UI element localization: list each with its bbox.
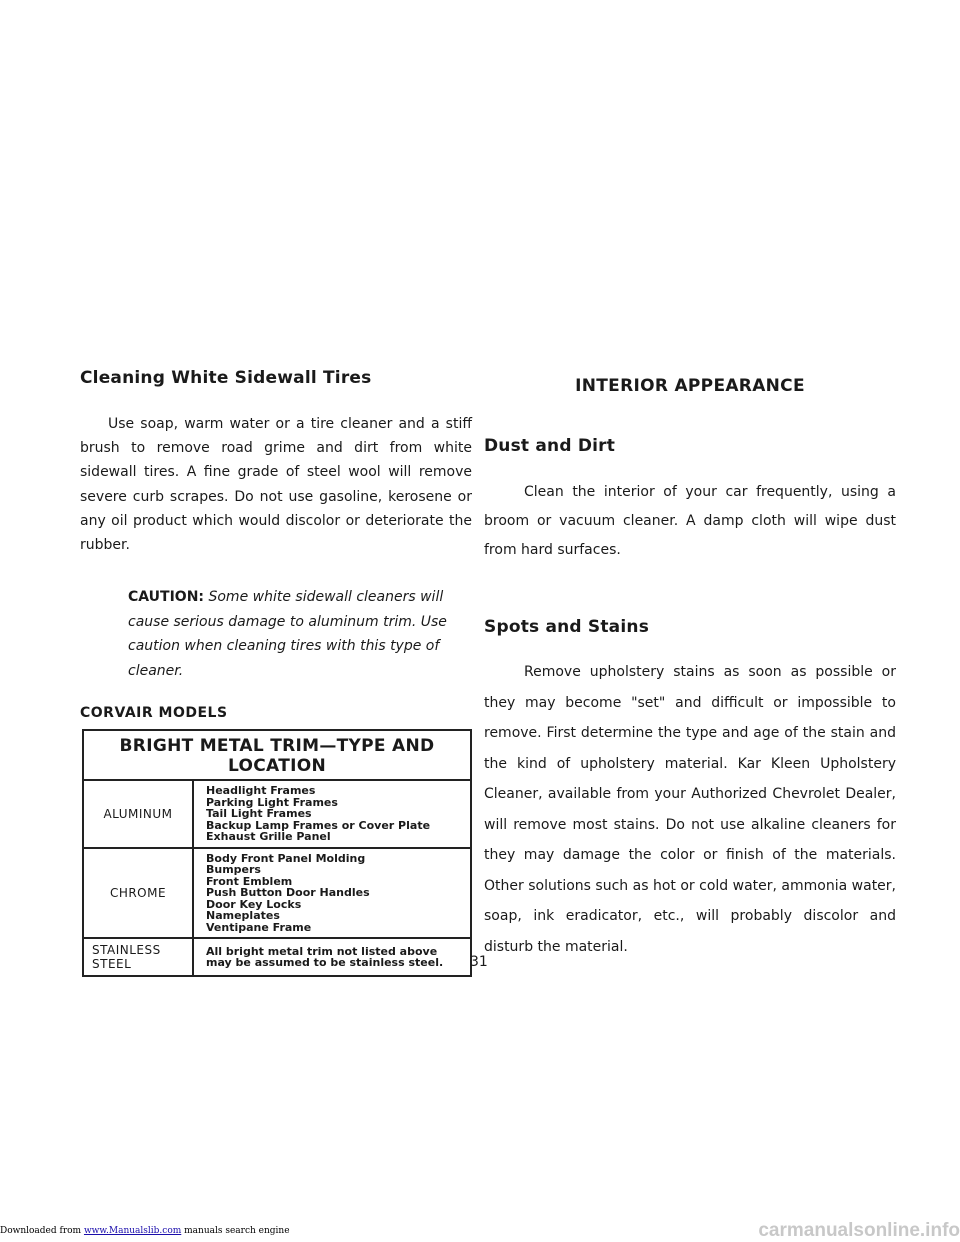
trim-location-item: Ventipane Frame	[206, 920, 312, 934]
trim-location-item: Nameplates	[206, 909, 280, 923]
trim-table-body	[83, 780, 471, 976]
watermark-text: carmanualsonline.info	[758, 1220, 960, 1241]
caution-label: CAUTION:	[128, 589, 205, 606]
trim-locations	[193, 780, 471, 848]
trim-row	[83, 938, 471, 976]
trim-location-item: Bumpers	[206, 863, 261, 877]
trim-location-item: Body Front Panel Molding	[206, 851, 366, 865]
models-label: CORVAIR MODELS	[80, 705, 228, 722]
left-column	[80, 368, 472, 977]
spots-paragraph: Remove upholstery stains as soon as possible or they may become "set" and difficult or impossible to remove. First determine the type and age of the stain and the kind of upholstery material. Kar Kleen Upholstery Cleaner, available from your Authorized Chevrolet Dealer, will remove most stains. Do not use alkaline cleaners for they may damage the color or finish of the materials. Other solutions such as hot or cold water, ammonia water, soap, ink eradicator, etc., will probably discolor and disturb the material.	[484, 664, 896, 955]
dust-paragraph: Clean the interior of your car frequently, using a broom or vacuum cleaner. A damp cloth will wipe dust from hard surfaces.	[484, 484, 896, 558]
sidewall-heading: Cleaning White Sidewall Tires	[80, 368, 372, 388]
trim-locations	[193, 848, 471, 939]
caution-note	[128, 585, 472, 683]
trim-location-item: Headlight Frames	[206, 784, 316, 798]
trim-location-item: Front Emblem	[206, 874, 293, 888]
interior-appearance-heading: INTERIOR APPEARANCE	[575, 376, 805, 396]
trim-location-item: Door Key Locks	[206, 897, 302, 911]
trim-table	[82, 729, 472, 977]
trim-location-item: Exhaust Grille Panel	[206, 830, 331, 844]
trim-row	[83, 780, 471, 848]
download-footer	[0, 1226, 290, 1236]
dust-heading: Dust and Dirt	[484, 436, 616, 456]
trim-locations	[193, 938, 471, 976]
trim-location-item: Tail Light Frames	[206, 807, 312, 821]
trim-row	[83, 848, 471, 939]
right-column	[484, 368, 896, 962]
caution-text: Some white sidewall cleaners will cause serious damage to aluminum trim. Use caution when cleaning tires with this type of cleaner.	[128, 589, 447, 679]
footer-suffix: manuals search engine	[181, 1226, 290, 1236]
trim-type: STAINLESS STEEL	[83, 938, 193, 976]
trim-location-item: Push Button Door Handles	[206, 886, 370, 900]
page-number: 31	[470, 954, 488, 970]
trim-type: ALUMINUM	[83, 780, 193, 848]
footer-prefix: Downloaded from	[0, 1226, 84, 1236]
trim-type: CHROME	[83, 848, 193, 939]
trim-location-item: Parking Light Frames	[206, 795, 338, 809]
trim-location-item: Backup Lamp Frames or Cover Plate	[206, 818, 431, 832]
trim-location-item: All bright metal trim not listed above may be assumed to be stainless steel.	[206, 944, 444, 970]
sidewall-paragraph: Use soap, warm water or a tire cleaner and a stiff brush to remove road grime and dirt from white sidewall tires. A fine grade of steel wool will remove severe curb scrapes. Do not use gasoline, kerosene or any oil product which would discolor or deteriorate the rubber.	[80, 416, 472, 554]
trim-table-header: BRIGHT METAL TRIM—TYPE AND LOCATION	[83, 730, 471, 780]
spots-heading: Spots and Stains	[484, 617, 650, 637]
manualslib-link[interactable]: www.Manualslib.com	[83, 1226, 182, 1236]
